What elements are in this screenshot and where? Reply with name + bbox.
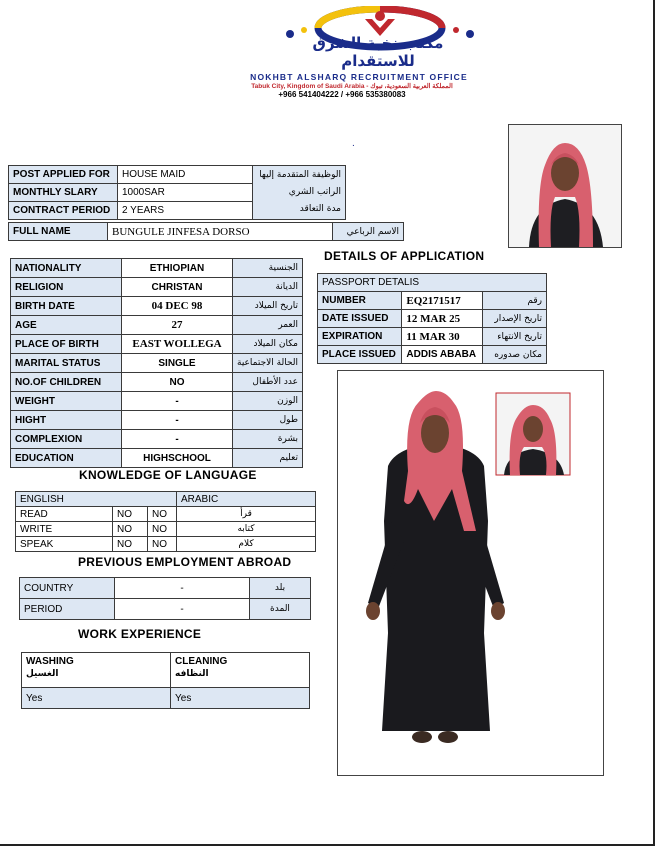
language-table xyxy=(15,491,316,552)
post-label-1: MONTHLY SLARY xyxy=(9,184,118,202)
personal-arabic: الوزن xyxy=(233,392,303,411)
personal-label: EDUCATION xyxy=(11,449,122,468)
language-english-value: NO xyxy=(113,537,148,552)
personal-arabic: الحالة الاجتماعية xyxy=(233,354,303,373)
employment-heading: PREVIOUS EMPLOYMENT ABROAD xyxy=(78,555,292,569)
experience-col-washing xyxy=(22,653,171,688)
personal-value: - xyxy=(122,392,233,411)
post-label-2: CONTRACT PERIOD xyxy=(9,202,118,220)
portrait-photo xyxy=(508,124,622,248)
personal-label: COMPLEXION xyxy=(11,430,122,449)
fullname-value: BUNGULE JINFESA DORSO xyxy=(108,223,333,241)
details-heading: DETAILS OF APPLICATION xyxy=(324,249,485,263)
personal-label: NO.OF CHILDREN xyxy=(11,373,122,392)
employment-table xyxy=(19,577,311,620)
personal-value: - xyxy=(122,411,233,430)
employment-label: PERIOD xyxy=(20,599,115,620)
language-arabic-label: قرأ xyxy=(177,507,316,522)
language-arabic-value: NO xyxy=(148,522,177,537)
experience-cleaning-value: Yes xyxy=(171,688,310,709)
personal-value: 04 DEC 98 xyxy=(122,297,233,316)
fullname-label: FULL NAME xyxy=(9,223,108,241)
post-table xyxy=(8,165,346,220)
personal-value: CHRISTAN xyxy=(122,278,233,297)
experience-table xyxy=(21,652,310,709)
experience-washing-en: WASHING xyxy=(26,656,74,667)
language-heading: KNOWLEDGE OF LANGUAGE xyxy=(79,468,257,482)
language-arabic-value: NO xyxy=(148,507,177,522)
personal-label: WEIGHT xyxy=(11,392,122,411)
office-english-title: NOKHBT ALSHARQ RECRUITMENT OFFICE xyxy=(250,72,468,82)
personal-value: ETHIOPIAN xyxy=(122,259,233,278)
passport-arabic: تاريخ الانتهاء xyxy=(482,328,546,346)
employment-arabic: المدة xyxy=(250,599,311,620)
language-label: SPEAK xyxy=(16,537,113,552)
fullname-table xyxy=(8,222,404,241)
experience-col-cleaning xyxy=(171,653,310,688)
post-value-0: HOUSE MAID xyxy=(118,166,253,184)
personal-value: EAST WOLLEGA xyxy=(122,335,233,354)
language-col-arabic: ARABIC xyxy=(177,492,316,507)
fullname-arabic: الاسم الرباعي xyxy=(333,223,404,241)
personal-label: RELIGION xyxy=(11,278,122,297)
experience-washing-value: Yes xyxy=(22,688,171,709)
language-english-value: NO xyxy=(113,507,148,522)
personal-table xyxy=(10,258,303,468)
passport-label: DATE ISSUED xyxy=(318,310,402,328)
passport-arabic: رقم xyxy=(482,292,546,310)
personal-value: 27 xyxy=(122,316,233,335)
post-value-1: 1000SAR xyxy=(118,184,253,202)
post-arabic-labels xyxy=(253,166,346,220)
employment-value: - xyxy=(115,599,250,620)
office-arabic-title: مكتب نخبة الشرق للاستقدام xyxy=(312,34,444,70)
language-label: READ xyxy=(16,507,113,522)
personal-arabic: عدد الأطفال xyxy=(233,373,303,392)
personal-value: NO xyxy=(122,373,233,392)
experience-cleaning-ar: النظافه xyxy=(175,669,209,679)
passport-label: NUMBER xyxy=(318,292,402,310)
personal-label: BIRTH DATE xyxy=(11,297,122,316)
post-ar-1: الراتب الشري xyxy=(288,187,341,197)
experience-washing-ar: الغسيل xyxy=(26,669,59,679)
language-arabic-label: كتابه xyxy=(177,522,316,537)
passport-value: EQ2171517 xyxy=(402,292,482,310)
post-ar-2: مدة التعاقد xyxy=(299,204,341,214)
passport-value: 11 MAR 30 xyxy=(402,328,482,346)
post-ar-0: الوظيفة المتقدمة إليها xyxy=(259,170,341,180)
office-phones: +966 541404222 / +966 535380083 xyxy=(278,90,406,99)
employment-label: COUNTRY xyxy=(20,578,115,599)
personal-arabic: تاريخ الميلاد xyxy=(233,297,303,316)
passport-title: PASSPORT DETALIS xyxy=(318,274,547,292)
personal-value: - xyxy=(122,430,233,449)
passport-value: ADDIS ABABA xyxy=(402,346,482,364)
experience-heading: WORK EXPERIENCE xyxy=(78,627,202,641)
passport-arabic: تاريخ الإصدار xyxy=(482,310,546,328)
passport-arabic: مكان صدوره xyxy=(482,346,546,364)
personal-arabic: بشرة xyxy=(233,430,303,449)
language-arabic-value: NO xyxy=(148,537,177,552)
stray-dot: . xyxy=(352,138,355,149)
personal-label: AGE xyxy=(11,316,122,335)
language-arabic-label: كلام xyxy=(177,537,316,552)
personal-arabic: مكان الميلاد xyxy=(233,335,303,354)
full-body-photo xyxy=(337,370,604,776)
personal-arabic: الديانة xyxy=(233,278,303,297)
language-label: WRITE xyxy=(16,522,113,537)
employment-arabic: بلد xyxy=(250,578,311,599)
personal-arabic: الجنسية xyxy=(233,259,303,278)
post-value-2: 2 YEARS xyxy=(118,202,253,220)
personal-value: HIGHSCHOOL xyxy=(122,449,233,468)
passport-label: PLACE ISSUED xyxy=(318,346,402,364)
post-label-0: POST APPLIED FOR xyxy=(9,166,118,184)
passport-value: 12 MAR 25 xyxy=(402,310,482,328)
passport-table xyxy=(317,273,547,364)
language-col-english: ENGLISH xyxy=(16,492,177,507)
personal-label: PLACE OF BIRTH xyxy=(11,335,122,354)
personal-arabic: تعليم xyxy=(233,449,303,468)
language-english-value: NO xyxy=(113,522,148,537)
experience-cleaning-en: CLEANING xyxy=(175,656,228,667)
passport-label: EXPIRATION xyxy=(318,328,402,346)
employment-value: - xyxy=(115,578,250,599)
personal-label: HIGHT xyxy=(11,411,122,430)
office-city: Tabuk City, Kingdom of Saudi Arabia - المملكة العربية السعودية، تبوك xyxy=(251,83,453,90)
personal-arabic: العمر xyxy=(233,316,303,335)
personal-arabic: طول xyxy=(233,411,303,430)
personal-label: NATIONALITY xyxy=(11,259,122,278)
personal-label: MARITAL STATUS xyxy=(11,354,122,373)
personal-value: SINGLE xyxy=(122,354,233,373)
